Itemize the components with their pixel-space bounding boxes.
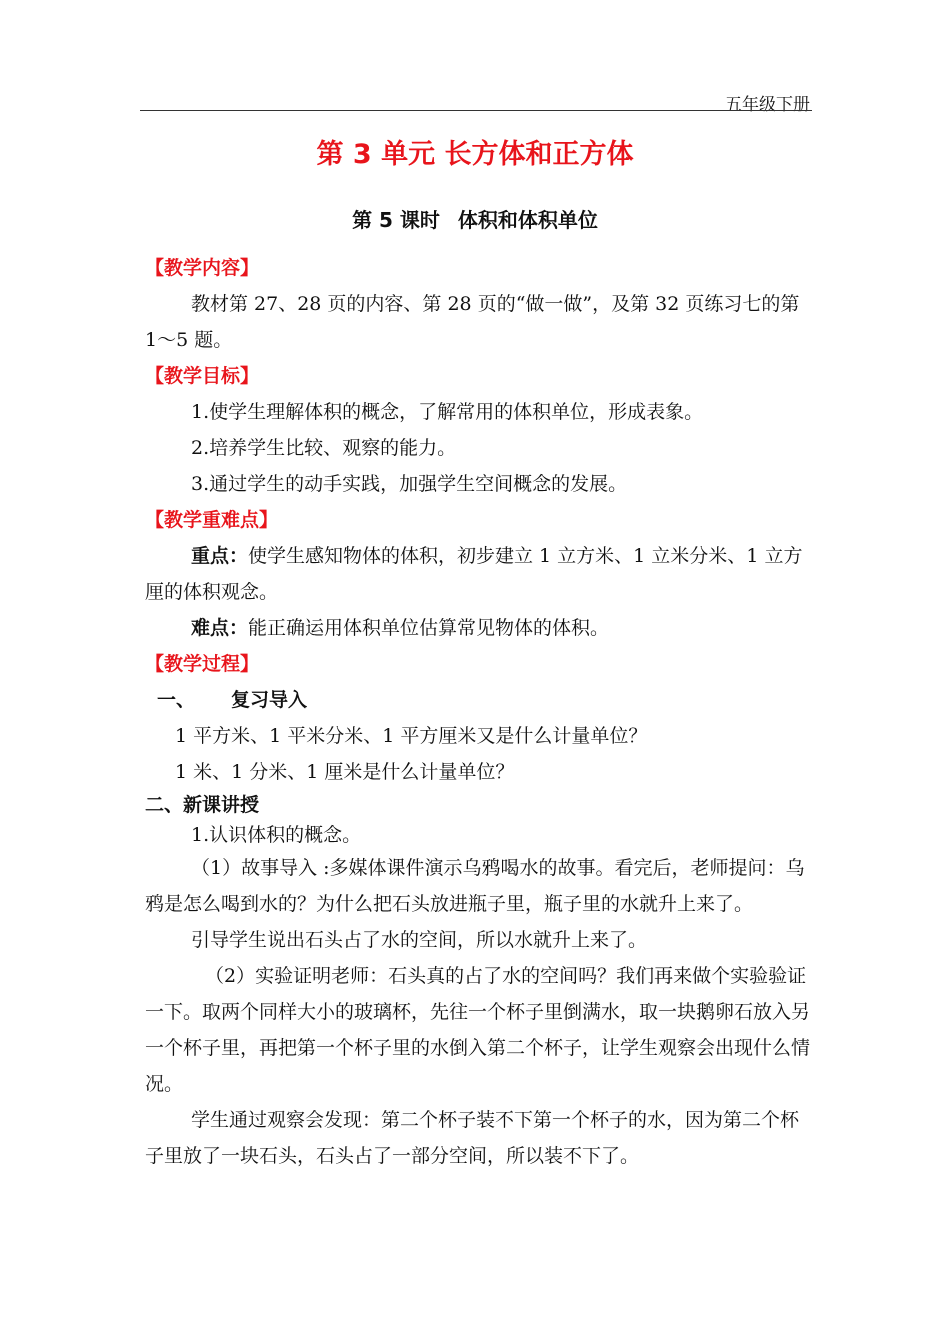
- difficult-point-paragraph: [145, 610, 810, 646]
- story-paragraph: （1）故事导入 :多媒体课件演示乌鸦喝水的故事。看完后，老师提问：乌鸦是怎么喝到水的？为什么把石头放进瓶子里，瓶子里的水就升上来了。: [145, 857, 805, 915]
- header-divider: [140, 110, 812, 111]
- section-heading-keypoints: 【教学重难点】: [145, 509, 279, 531]
- review-question-1: 1 平方米、1 平米分米、1 平方厘米又是什么计量单位？: [175, 725, 648, 747]
- part1-title: 复习导入: [231, 689, 308, 711]
- key-point-label: 重点：: [191, 545, 249, 567]
- goal-item-2: 2.培养学生比较、观察的能力。: [191, 437, 457, 459]
- document-body: [145, 250, 810, 1174]
- experiment-paragraph: （2）实验证明老师：石头真的占了水的空间吗？我们再来做个实验验证一下。取两个同样大小的玻璃杯，先往一个杯子里倒满水，取一块鹅卵石放入另一个杯子里，再把第一个杯子里的水倒入第二个杯子，让学生观察会出现什么情况。: [145, 965, 811, 1095]
- part1-number: 一、: [157, 689, 196, 711]
- goal-item-1: 1.使学生理解体积的概念，了解常用的体积单位，形成表象。: [191, 401, 704, 423]
- content-paragraph: 教材第 27、28 页的内容、第 28 页的“做一做”，及第 32 页练习七的第 1～5 题。: [145, 293, 800, 351]
- lesson-number: 第 5 课时: [352, 208, 440, 232]
- lesson-name: 体积和体积单位: [457, 208, 598, 232]
- unit-title: 第 3 单元 长方体和正方体: [316, 139, 634, 170]
- review-question-2: 1 米、1 分米、1 厘米是什么计量单位？: [175, 761, 515, 783]
- part1-heading: [145, 682, 810, 718]
- section-heading-content: 【教学内容】: [145, 257, 260, 279]
- lesson-title: [0, 204, 950, 233]
- difficult-point-text: 能正确运用体积单位估算常见物体的体积。: [248, 617, 610, 639]
- section-heading-process: 【教学过程】: [145, 653, 260, 675]
- guide-paragraph: 引导学生说出石头占了水的空间，所以水就升上来了。: [191, 929, 648, 951]
- section-heading-goals: 【教学目标】: [145, 365, 260, 387]
- key-point-text: 使学生感知物体的体积，初步建立 1 立方米、1 立米分米、1 立方厘的体积观念。: [145, 545, 803, 603]
- difficult-point-label: 难点：: [191, 617, 249, 639]
- goal-item-3: 3.通过学生的动手实践，加强学生空间概念的发展。: [191, 473, 628, 495]
- observation-paragraph: 学生通过观察会发现：第二个杯子装不下第一个杯子的水，因为第二个杯子里放了一块石头，石头占了一部分空间，所以装不下了。: [145, 1109, 800, 1167]
- part2-heading: 二、新课讲授: [145, 794, 260, 816]
- part2-subheading: 1.认识体积的概念。: [191, 824, 362, 846]
- header-grade: 五年级下册: [725, 95, 810, 115]
- key-point-paragraph: [145, 538, 810, 610]
